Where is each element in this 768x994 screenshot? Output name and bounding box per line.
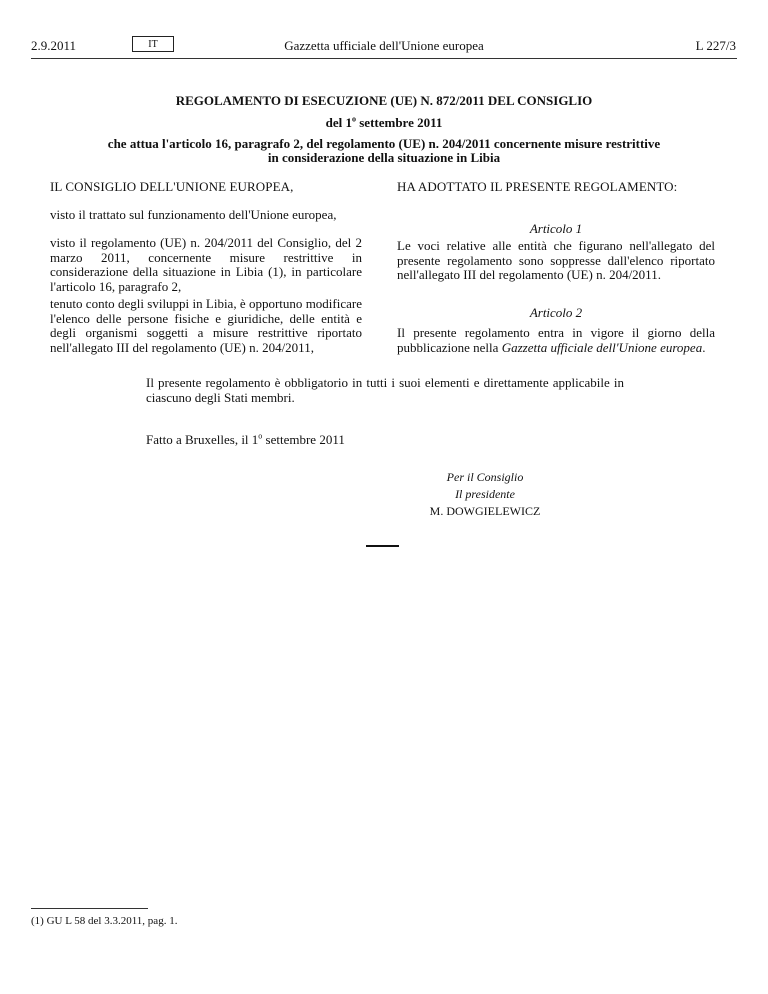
article-1-text: Le voci relative alle entità che figurano nell'allegato del presente regolamento sono soppresse dall'elenco riportato nell'allegato III del regolamento (UE) n. 204/2011. (397, 238, 715, 282)
recital-developments-libya: tenuto conto degli sviluppi in Libia, è opportuno modificare l'elenco delle persone fisiche e giuridiche, delle entità e degli organismi soggetti a misure restrittive riportato nell'allegato III del regolamento (UE) n. 204/2011, (50, 296, 362, 355)
end-of-text-rule (366, 545, 399, 547)
signature-for-council: Per il Consiglio (446, 470, 524, 484)
regulation-date-text: del 1$^o$ settembre 2011 (325, 114, 443, 130)
language-code-box: IT (132, 36, 174, 52)
council-intro: IL CONSIGLIO DELL'UNIONE EUROPEA, (50, 179, 294, 194)
signatory-name: M. DOWGIELEWICZ (429, 504, 541, 518)
regulation-title (0, 93, 768, 109)
article-1-heading: Articolo 1 (529, 221, 583, 236)
footnote-reference[interactable]: (1) (268, 264, 284, 279)
recital-regulation-204-text-end: , in particolare l'articolo 16, paragrafo 2, (50, 264, 363, 294)
article-2-heading: Articolo 2 (529, 305, 583, 320)
recital-regulation-204 (50, 236, 362, 294)
done-at-line: Fatto a Bruxelles, il 1$^o$ settembre 2011 (146, 431, 345, 447)
footnote-rule (31, 908, 148, 909)
footnote-marker: (1) (31, 915, 44, 927)
page-reference: L 227/3 (695, 38, 736, 53)
regulation-subject-line2: in considerazione della situazione in Libia (267, 150, 501, 165)
signature-role: Il presidente (455, 487, 515, 501)
recital-treaty: visto il trattato sul funzionamento dell'Unione europea, (50, 207, 337, 222)
journal-title: Gazzetta ufficiale dell'Unione europea (284, 38, 484, 53)
regulation-subject-line1: che attua l'articolo 16, paragrafo 2, del regolamento (UE) n. 204/2011 concernente misure restrittive (107, 136, 661, 151)
footnote (31, 914, 177, 928)
regulation-title-text: REGOLAMENTO DI ESECUZIONE (UE) N. 872/2011 DEL CONSIGLIO (175, 93, 593, 108)
header-rule (31, 58, 737, 59)
footnote-text: GU L 58 del 3.3.2011, pag. 1. (46, 915, 178, 927)
recital-regulation-204-text: visto il regolamento (UE) n. 204/2011 del Consiglio, del 2 marzo 2011, concernente misure restrittive in considerazione della situazione in Libia (50, 235, 362, 279)
journal-name-italic: Gazzetta ufficiale dell'Unione europea (501, 339, 703, 355)
binding-clause: Il presente regolamento è obbligatorio in tutti i suoi elementi e direttamente applicabile in ciascuno degli Stati membri. (146, 375, 624, 405)
regulation-date-line (0, 115, 768, 131)
article-2-text-end: . (702, 339, 706, 355)
publication-date: 2.9.2011 (31, 38, 77, 53)
adoption-statement: HA ADOTTATO IL PRESENTE REGOLAMENTO: (397, 179, 678, 194)
article-2-text-start: Il presente regolamento entra in vigore il giorno della pubblicazione nella (397, 325, 715, 355)
article-2-text (397, 326, 715, 355)
